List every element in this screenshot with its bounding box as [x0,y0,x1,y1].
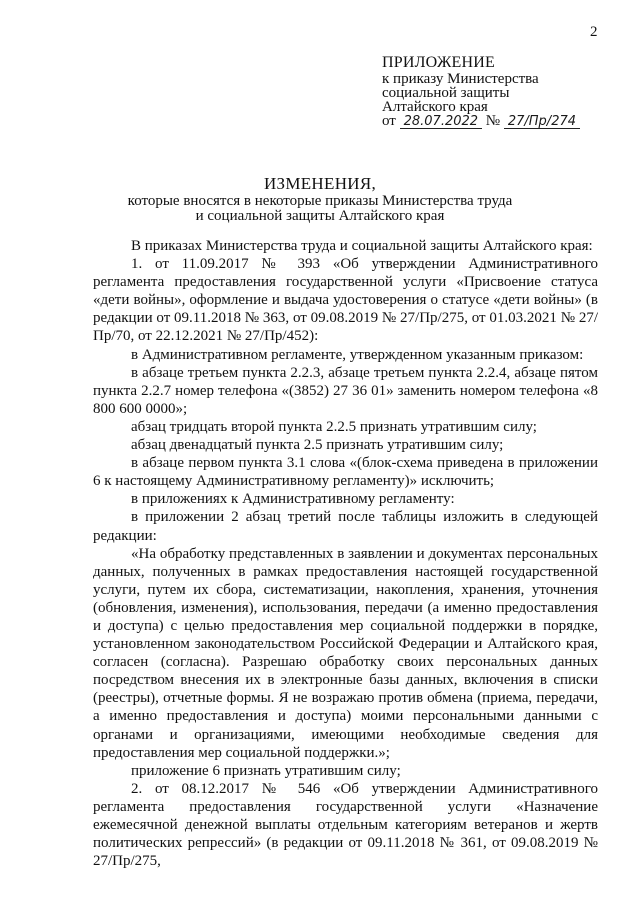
appendix-date-line [382,114,580,129]
paragraph: в приложении 2 абзац третий после таблицы изложить в следующей редакции: [93,509,598,544]
appendix-line-1: к приказу Министерства [382,71,539,87]
paragraph: 2. от 08.12.2017 № 546 «Об утверждении Административного регламента предоставления государственной услуги «Назначение ежемесячной денежной выплаты отдельным категориям ветеранов и жертв политических репрессий» (в редакции от 09.11.2018 № 361, от 09.08.2019 № 27/Пр/275, [93,780,598,870]
paragraph: «На обработку представленных в заявлении и документах персональных данных, полученных в рамках предоставления настоящей государственной услуги, путем их сбора, систематизации, накопления, хранения, уточнения (обновления, изменения), использования, передачи (а именно предоставления и доступа) с целью предоставления мер социальной поддержки в порядке, установленном законодательством Российской Федерации и Алтайского края, согласен (согласна). Разрешаю обработку своих персональных данных посредством внесения их в электронные базы данных, включения в списки (реестры), отчетные формы. Я не возражаю против обмена (приема, передачи, а именно предоставления и доступа) моими персональными данными с органами и организациями, имеющими необходимые сведения для предоставления мер социальной поддержки.»; [93,545,598,761]
order-date: 28.07.2022 [400,115,482,129]
appendix-block [382,56,580,129]
paragraph: абзац двенадцатый пункта 2.5 признать утратившим силу; [131,437,504,454]
paragraph: 1. от 11.09.2017 № 393 «Об утверждении Административного регламента предоставления государственной услуги «Присвоение статуса «дети войны», оформление и выдача удостоверения о статусе «дети войны» (в редакции от 09.11.2018 № 363, от 09.08.2019 № 27/Пр/275, от 01.03.2021 № 27/Пр/70, от 22.12.2021 № 27/Пр/452): [93,256,598,345]
page-number: 2 [590,24,598,40]
paragraph: в абзаце третьем пункта 2.2.3, абзаце третьем пункта 2.2.4, абзаце пятом пункта 2.2.7 номер телефона «(3852) 27 36 01» заменить номером телефона «8 800 600 0000»; [93,364,598,417]
appendix-line-2: социальной защиты [382,85,510,101]
document-body [93,237,598,870]
heading-title: ИЗМЕНЕНИЯ, [263,174,377,193]
paragraph: абзац тридцать второй пункта 2.2.5 признать утратившим силу; [131,418,537,435]
document-heading [0,176,640,224]
paragraph: В приказах Министерства труда и социальной защиты Алтайского края: [131,238,593,254]
appendix-line-3: Алтайского края [382,99,488,115]
paragraph: в абзаце первом пункта 3.1 слова «(блок-схема приведена в приложении 6 к настоящему Административному регламенту)» исключить; [93,455,598,490]
order-number: 27/Пр/274 [504,115,580,129]
number-label: № [485,113,501,129]
paragraph: приложение 6 признать утратившим силу; [131,762,401,779]
paragraph: в приложениях к Административному регламенту: [131,491,455,508]
appendix-title: ПРИЛОЖЕНИЕ [382,54,496,71]
paragraph: в Административном регламенте, утвержденном указанным приказом: [131,346,584,363]
heading-subtitle-line-1: которые вносятся в некоторые приказы Министерства труда [127,193,513,209]
heading-subtitle-line-2: и социальной защиты Алтайского края [195,208,445,224]
from-label: от [382,113,396,129]
